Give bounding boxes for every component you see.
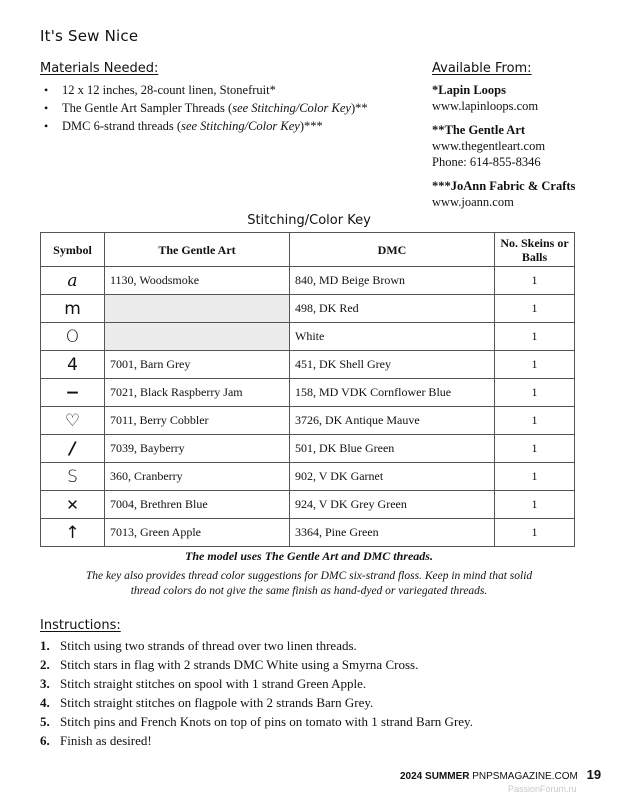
dmc-cell: 924, V DK Grey Green xyxy=(290,491,495,519)
dmc-cell: 3364, Pine Green xyxy=(290,519,495,547)
skein-count-cell: 1 xyxy=(495,379,575,407)
materials-list xyxy=(44,82,368,136)
table-row xyxy=(41,295,575,323)
stitching-color-key-table xyxy=(40,232,575,547)
instruction-item: 1. Stitch using two strands of thread over two linen threads. xyxy=(40,638,357,653)
dmc-cell: 501, DK Blue Green xyxy=(290,435,495,463)
dotted-x-symbol-icon: ✕ xyxy=(41,491,105,519)
skein-count-cell: 1 xyxy=(495,323,575,351)
key-heading: Stitching/Color Key xyxy=(247,213,371,228)
table-row xyxy=(41,491,575,519)
letter-a-symbol-icon: a xyxy=(41,267,105,295)
up-arrow-symbol-icon: ↑ xyxy=(41,519,105,547)
dmc-cell: 3726, DK Antique Mauve xyxy=(290,407,495,435)
circle-symbol-icon: O xyxy=(41,323,105,351)
letter-m-symbol-icon: m xyxy=(41,295,105,323)
table-row xyxy=(41,323,575,351)
skein-count-cell: 1 xyxy=(495,435,575,463)
supplier-website: www.joann.com xyxy=(432,195,514,209)
table-row xyxy=(41,379,575,407)
dmc-cell: 902, V DK Garnet xyxy=(290,463,495,491)
column-header-symbol: Symbol xyxy=(41,233,105,267)
slash-stroke-symbol-icon: / xyxy=(41,435,105,463)
footer-issue: 2024 SUMMER xyxy=(400,771,470,782)
column-header-skeins: No. Skeins or Balls xyxy=(495,233,575,267)
instructions-list xyxy=(40,636,473,750)
supplier-name: *Lapin Loops xyxy=(432,83,506,97)
column-header-dmc: DMC xyxy=(290,233,495,267)
gentle-art-cell: 1130, Woodsmoke xyxy=(105,267,290,295)
instruction-item: 5. Stitch pins and French Knots on top of pins on tomato with 1 strand Barn Grey. xyxy=(40,714,473,729)
dmc-cell: White xyxy=(290,323,495,351)
supplier-name: **The Gentle Art xyxy=(432,123,526,137)
supplier-website: www.lapinloops.com xyxy=(432,99,539,113)
supplier-phone: Phone: 614-855-8346 xyxy=(432,155,541,169)
letter-s-symbol-icon: S xyxy=(41,463,105,491)
supplier-website: www.thegentleart.com xyxy=(432,139,546,153)
skein-count-cell: 1 xyxy=(495,519,575,547)
skein-count-cell: 1 xyxy=(495,407,575,435)
model-note: The model uses The Gentle Art and DMC threads. xyxy=(185,549,433,563)
dmc-cell: 451, DK Shell Grey xyxy=(290,351,495,379)
table-row xyxy=(41,463,575,491)
supplier-name: ***JoAnn Fabric & Crafts xyxy=(432,179,576,193)
instruction-item: 6. Finish as desired! xyxy=(40,733,152,748)
dash-symbol-icon: − xyxy=(41,379,105,407)
gentle-art-cell: 7011, Berry Cobbler xyxy=(105,407,290,435)
page-number: 19 xyxy=(586,767,602,782)
gentle-art-cell: 7021, Black Raspberry Jam xyxy=(105,379,290,407)
available-from xyxy=(432,61,612,210)
table-header-row xyxy=(41,233,575,267)
skein-count-cell: 1 xyxy=(495,351,575,379)
watermark: PassionForum.ru xyxy=(508,784,577,794)
materials-item: • The Gentle Art Sampler Threads (see Stitching/Color Key)** xyxy=(44,100,368,118)
gentle-art-cell: 7039, Bayberry xyxy=(105,435,290,463)
instruction-item: 4. Stitch straight stitches on flagpole with 2 strands Barn Grey. xyxy=(40,695,374,710)
skein-count-cell: 1 xyxy=(495,267,575,295)
gentle-art-cell: 7013, Green Apple xyxy=(105,519,290,547)
skein-count-cell: 1 xyxy=(495,463,575,491)
heart-outline-symbol-icon: ♡ xyxy=(41,407,105,435)
table-row xyxy=(41,351,575,379)
table-row xyxy=(41,267,575,295)
table-row xyxy=(41,407,575,435)
footer-site: PNPSMAGAZINE.COM xyxy=(472,771,578,782)
gentle-art-cell: 7001, Barn Grey xyxy=(105,351,290,379)
table-row xyxy=(41,519,575,547)
dmc-cell: 158, MD VDK Cornflower Blue xyxy=(290,379,495,407)
materials-item: • 12 x 12 inches, 28-count linen, Stonefruit* xyxy=(44,82,368,100)
number-4-symbol-icon: 4 xyxy=(41,351,105,379)
page-footer xyxy=(400,767,601,782)
gentle-art-cell xyxy=(105,295,290,323)
dmc-cell: 840, MD Beige Brown xyxy=(290,267,495,295)
column-header-gentle-art: The Gentle Art xyxy=(105,233,290,267)
page-title: It's Sew Nice xyxy=(40,27,139,45)
skein-count-cell: 1 xyxy=(495,491,575,519)
skein-count-cell: 1 xyxy=(495,295,575,323)
materials-item: • DMC 6-strand threads (see Stitching/Color Key)*** xyxy=(44,118,368,136)
table-row xyxy=(41,435,575,463)
instruction-item: 3. Stitch straight stitches on spool with 1 strand Green Apple. xyxy=(40,676,367,691)
dmc-cell: 498, DK Red xyxy=(290,295,495,323)
instruction-item: 2. Stitch stars in flag with 2 strands DMC White using a Smyrna Cross. xyxy=(40,657,419,672)
gentle-art-cell xyxy=(105,323,290,351)
materials-heading: Materials Needed: xyxy=(40,61,159,76)
gentle-art-cell: 7004, Brethren Blue xyxy=(105,491,290,519)
instructions-heading: Instructions: xyxy=(40,618,121,633)
available-heading: Available From: xyxy=(432,61,532,76)
gentle-art-cell: 360, Cranberry xyxy=(105,463,290,491)
key-note: The key also provides thread color suggestions for DMC six-strand floss. Keep in mind that solid thread colors do not give the same finish as hand-dyed or variegated threads. xyxy=(85,570,533,597)
